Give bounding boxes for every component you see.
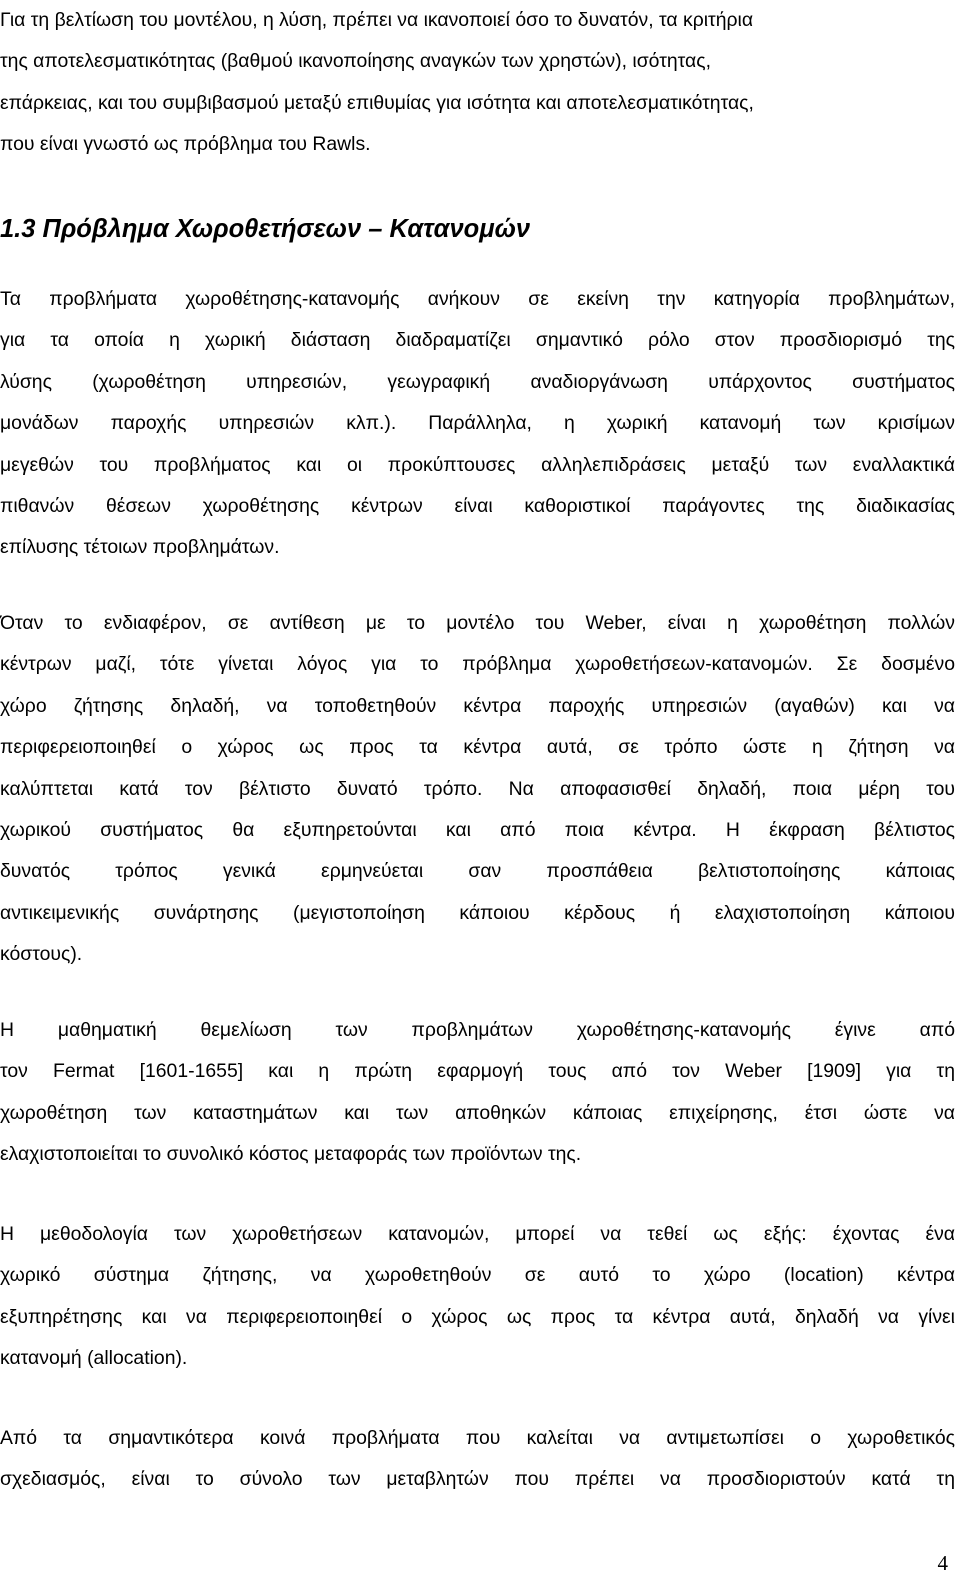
text-line: Όταν το ενδιαφέρον, σε αντίθεση με το μοντέλο του Weber, είναι η χωροθέτηση πολλών xyxy=(0,612,955,634)
text-line: περιφερειοποιηθεί ο χώρος ως προς τα κέντρα αυτά, σε τρόπο ώστε η ζήτηση να xyxy=(0,736,955,759)
text-line: χώρο ζήτησης δηλαδή, να τοποθετηθούν κέντρα παροχής υπηρεσιών (αγαθών) και να xyxy=(0,694,955,717)
text-line: εξυπηρέτησης και να περιφερειοποιηθεί ο χώρος ως προς τα κέντρα αυτά, δηλαδή να γίνει xyxy=(0,1305,955,1328)
text-line: σχεδιασμός, είναι το σύνολο των μεταβλητών που πρέπει να προσδιοριστούν κατά τη xyxy=(0,1468,955,1491)
text-line: Η μαθηματική θεμελίωση των προβλημάτων χωροθέτησης-κατανομής έγινε από xyxy=(0,1019,955,1041)
text-line: δυνατός τρόπος γενικά ερμηνεύεται σαν προσπάθεια βελτιστοποίησης κάποιας xyxy=(0,860,955,883)
text-line: κόστους). xyxy=(0,943,83,966)
intro-paragraph xyxy=(0,0,955,166)
text-line: αντικειμενικής συνάρτησης (μεγιστοποίηση κάποιου κέρδους ή ελαχιστοποίηση κάποιου xyxy=(0,901,955,924)
text-line: επίλυσης τέτοιων προβλημάτων. xyxy=(0,536,280,559)
text-line: της αποτελεσματικότητας (βαθμού ικανοποίησης αναγκών των χρηστών), ισότητας, xyxy=(0,50,711,73)
text-line: μεγεθών του προβλήματος και οι προκύπτουσες αλληλεπιδράσεις μεταξύ των εναλλακτικά xyxy=(0,453,955,476)
text-line: επάρκειας, και του συμβιβασμού μεταξύ επιθυμίας για ισότητα και αποτελεσματικότητας, xyxy=(0,91,754,114)
paragraph-4 xyxy=(0,1214,955,1380)
text-line: κέντρων μαζί, τότε γίνεται λόγος για το πρόβλημα χωροθετήσεων-κατανομών. Σε δοσμένο xyxy=(0,653,955,676)
text-line: καλύπτεται κατά τον βέλτιστο δυνατό τρόπο. Να αποφασισθεί δηλαδή, ποια μέρη του xyxy=(0,777,955,800)
section-heading: 1.3 Πρόβλημα Χωροθετήσεων – Κατανομών xyxy=(0,215,531,243)
text-line: χωρικού συστήματος θα εξυπηρετούνται και από ποια κέντρα. Η έκφραση βέλτιστος xyxy=(0,818,955,841)
page-number: 4 xyxy=(937,1551,948,1575)
text-line: ελαχιστοποιείται το συνολικό κόστος μεταφοράς των προϊόντων της. xyxy=(0,1143,582,1166)
text-line: χωροθέτηση των καταστημάτων και των αποθηκών κάποιας επιχείρησης, έτσι ώστε να xyxy=(0,1101,955,1124)
text-line: πιθανών θέσεων χωροθέτησης κέντρων είναι καθοριστικοί παράγοντες της διαδικασίας xyxy=(0,494,955,517)
paragraph-3 xyxy=(0,1010,955,1176)
text-line: τον Fermat [1601-1655] και η πρώτη εφαρμογή τους από τον Weber [1909] για τη xyxy=(0,1060,955,1083)
text-line: κατανομή (allocation). xyxy=(0,1347,188,1370)
text-line: χωρικό σύστημα ζήτησης, να χωροθετηθούν σε αυτό το χώρο (location) κέντρα xyxy=(0,1264,955,1287)
text-line: για τα οποία η χωρική διάσταση διαδραματίζει σημαντικό ρόλο στον προσδιορισμό της xyxy=(0,329,955,352)
text-line: Τα προβλήματα χωροθέτησης-κατανομής ανήκουν σε εκείνη την κατηγορία προβλημάτων, xyxy=(0,288,955,310)
text-line: μονάδων παροχής υπηρεσιών κλπ.). Παράλληλα, η χωρική κατανομή των κρισίμων xyxy=(0,412,955,435)
paragraph-2 xyxy=(0,603,955,976)
paragraph-1 xyxy=(0,279,955,569)
text-line: Η μεθοδολογία των χωροθετήσεων κατανομών, μπορεί να τεθεί ως εξής: έχοντας ένα xyxy=(0,1223,955,1245)
text-line: λύσης (χωροθέτηση υπηρεσιών, γεωγραφική αναδιοργάνωση υπάρχοντος συστήματος xyxy=(0,370,955,393)
text-line: που είναι γνωστό ως πρόβλημα του Rawls. xyxy=(0,133,371,156)
text-line: Από τα σημαντικότερα κοινά προβλήματα που καλείται να αντιμετωπίσει ο χωροθετικός xyxy=(0,1427,955,1449)
paragraph-5 xyxy=(0,1418,955,1501)
text-line: Για τη βελτίωση του μοντέλου, η λύση, πρέπει να ικανοποιεί όσο το δυνατόν, τα κριτήρια xyxy=(0,9,754,31)
